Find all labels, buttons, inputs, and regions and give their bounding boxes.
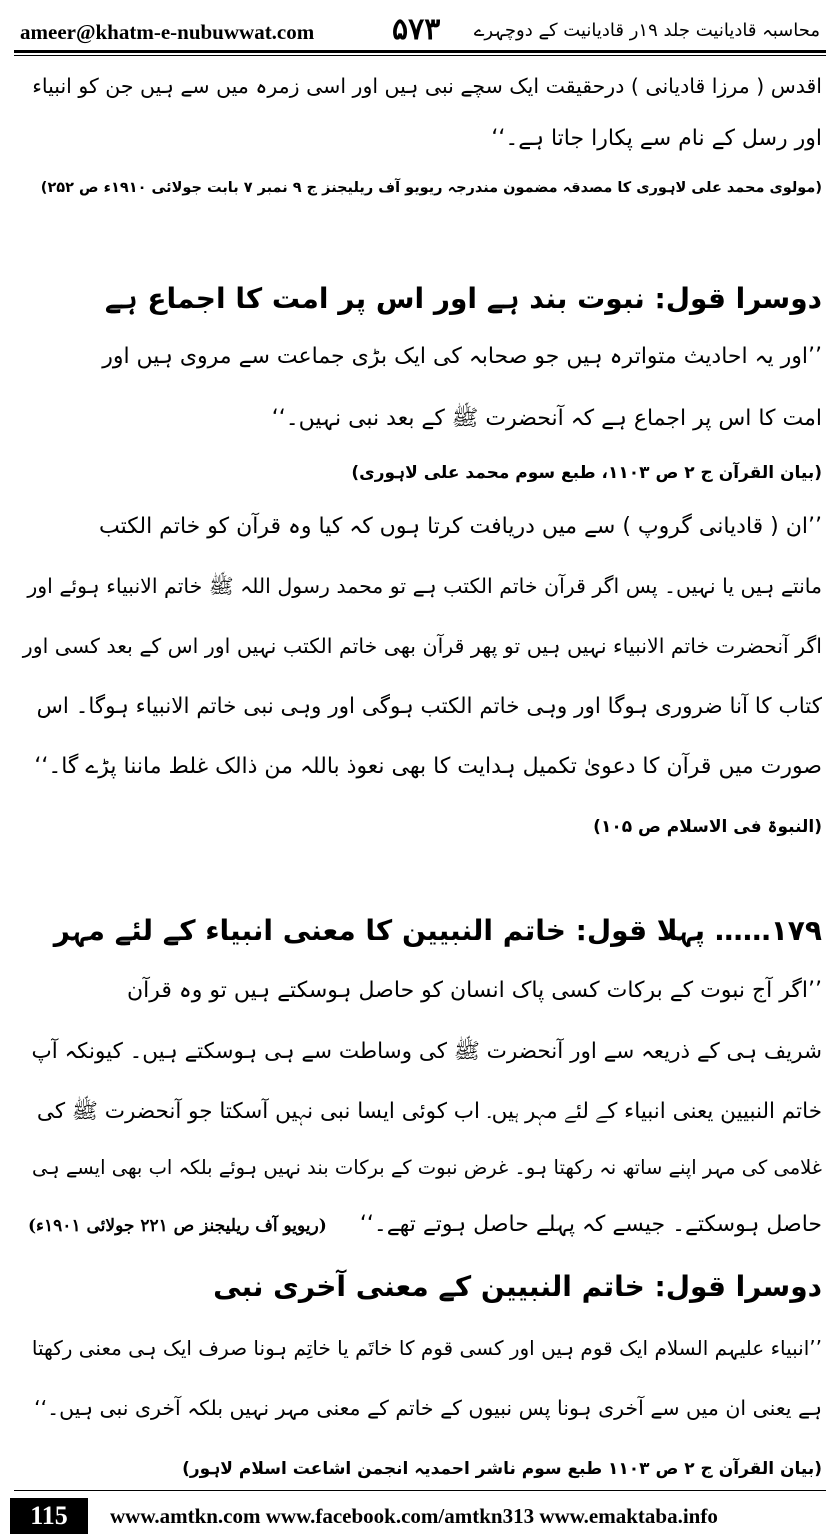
body-line: خاتم النبیین یعنی انبیاء کے لئے مہر ہیں۔ اب کوئی ایسا نبی نہیں آسکتا جو آنحضرت ﷺ کی [36,1099,822,1124]
section-heading: دوسرا قول: خاتم النبیین کے معنی آخری نبی [213,1270,822,1303]
footer-rule [14,1490,826,1491]
body-line: شریف ہی کے ذریعہ سے اور آنحضرت ﷺ کی وساطت سے ہی ہوسکتے ہیں۔ کیونکہ آپ [31,1039,822,1064]
body-line: اقدس ( مرزا قادیانی ) درحقیقت ایک سچے نبی ہیں اور اسی زمرہ میں سے ہیں جن کو انبیاء [32,74,822,98]
citation: (بیان القرآن ج ۲ ص ۱۱۰۳ طبع سوم ناشر احمدیہ انجمن اشاعت اسلام لاہور) [182,1459,822,1479]
citation: (مولوی محمد علی لاہوری کا مصدقہ مضمون مندرجہ ریویو آف ریلیجنز ج ۹ نمبر ۷ بابت جولائی ۱۹۱۰ء ص ۲۵۲) [40,180,822,196]
body-line: صورت میں قرآن کا دعویٰ تکمیل ہدایت کا بھی نعوذ باللہ من ذالک غلط ماننا پڑے گا۔‘‘ [34,754,822,779]
header-rule [14,50,826,53]
header-rule-thin [14,55,826,56]
body-line: ’’اور یہ احادیث متواترہ ہیں جو صحابہ کی ایک بڑی جماعت سے مروی ہیں اور [102,344,822,369]
citation: (النبوۃ فی الاسلام ص ۱۰۵) [593,817,822,837]
header-email: ameer@khatm-e-nubuwwat.com [20,20,315,44]
body-line: حاصل ہوسکتے۔ جیسے کہ پہلے حاصل ہوتے تھے۔‘‘ [359,1212,822,1237]
body-line: غلامی کی مہر اپنے ساتھ نہ رکھتا ہو۔ غرض نبوت کے برکات بند نہیں ہوئے بلکہ اب بھی ایسے ہی [31,1156,822,1179]
section-heading: دوسرا قول: نبوت بند ہے اور اس پر امت کا اجماع ہے [104,282,822,315]
body-line: ’’اگر آج نبوت کے برکات کسی پاک انسان کو حاصل ہوسکتے ہیں تو وہ قرآن [126,978,822,1003]
footer-links[interactable]: www.amtkn.com www.facebook.com/amtkn313 www.emaktaba.info [110,1504,718,1528]
page-footer [10,1498,830,1536]
body-line: ’’ان ( قادیانی گروپ ) سے میں دریافت کرتا ہوں کہ کیا وہ قرآن کو خاتم الکتب [98,514,822,539]
body-line: کتاب کا آنا ضروری ہوگا اور وہی خاتم الکتب ہوگی اور وہی نبی خاتم الانبیاء ہوگا۔ اس [36,694,822,719]
body-line: اگر آنحضرت خاتم الانبیاء نہیں ہیں تو پھر قرآن بھی خاتم الکتب نہیں اور اس کے بعد کسی اور [22,634,822,658]
body-line: ’’انبیاء علیہم السلام ایک قوم ہیں اور کسی قوم کا خاتَم یا خاتِم ہونا صرف ایک ہی معنی رکھتا [31,1336,822,1360]
body-line: اور رسل کے نام سے پکارا جاتا ہے۔‘‘ [491,126,822,151]
citation: (ریویو آف ریلیجنز ص ۲۲۱ جولائی ۱۹۰۱ء) [28,1216,327,1236]
header-page-number: ۵۷۳ [392,12,441,47]
page-header [12,12,824,47]
header-book-title: محاسبہ قادیانیت جلد ۱۹ر قادیانیت کے دوچہرے [473,20,820,41]
body-line: امت کا اس پر اجماع ہے کہ آنحضرت ﷺ کے بعد نبی نہیں۔‘‘ [271,406,822,431]
body-line: ہے یعنی ان میں سے آخری ہونا پس نبیوں کے خاتم کے معنی مہر نہیں بلکہ آخری نبی ہیں۔‘‘ [34,1396,822,1420]
citation: (بیان القرآن ج ۲ ص ۱۱۰۳، طبع سوم محمد علی لاہوری) [351,463,822,483]
body-line: مانتے ہیں یا نہیں۔ پس اگر قرآن خاتم الکتب ہے تو محمد رسول اللہ ﷺ خاتم الانبیاء ہوئے اور [27,574,822,598]
section-heading: ۱۷۹…… پہلا قول: خاتم النبیین کا معنی انبیاء کے لئے مہر [53,914,822,947]
footer-page-number: 115 [10,1498,88,1534]
